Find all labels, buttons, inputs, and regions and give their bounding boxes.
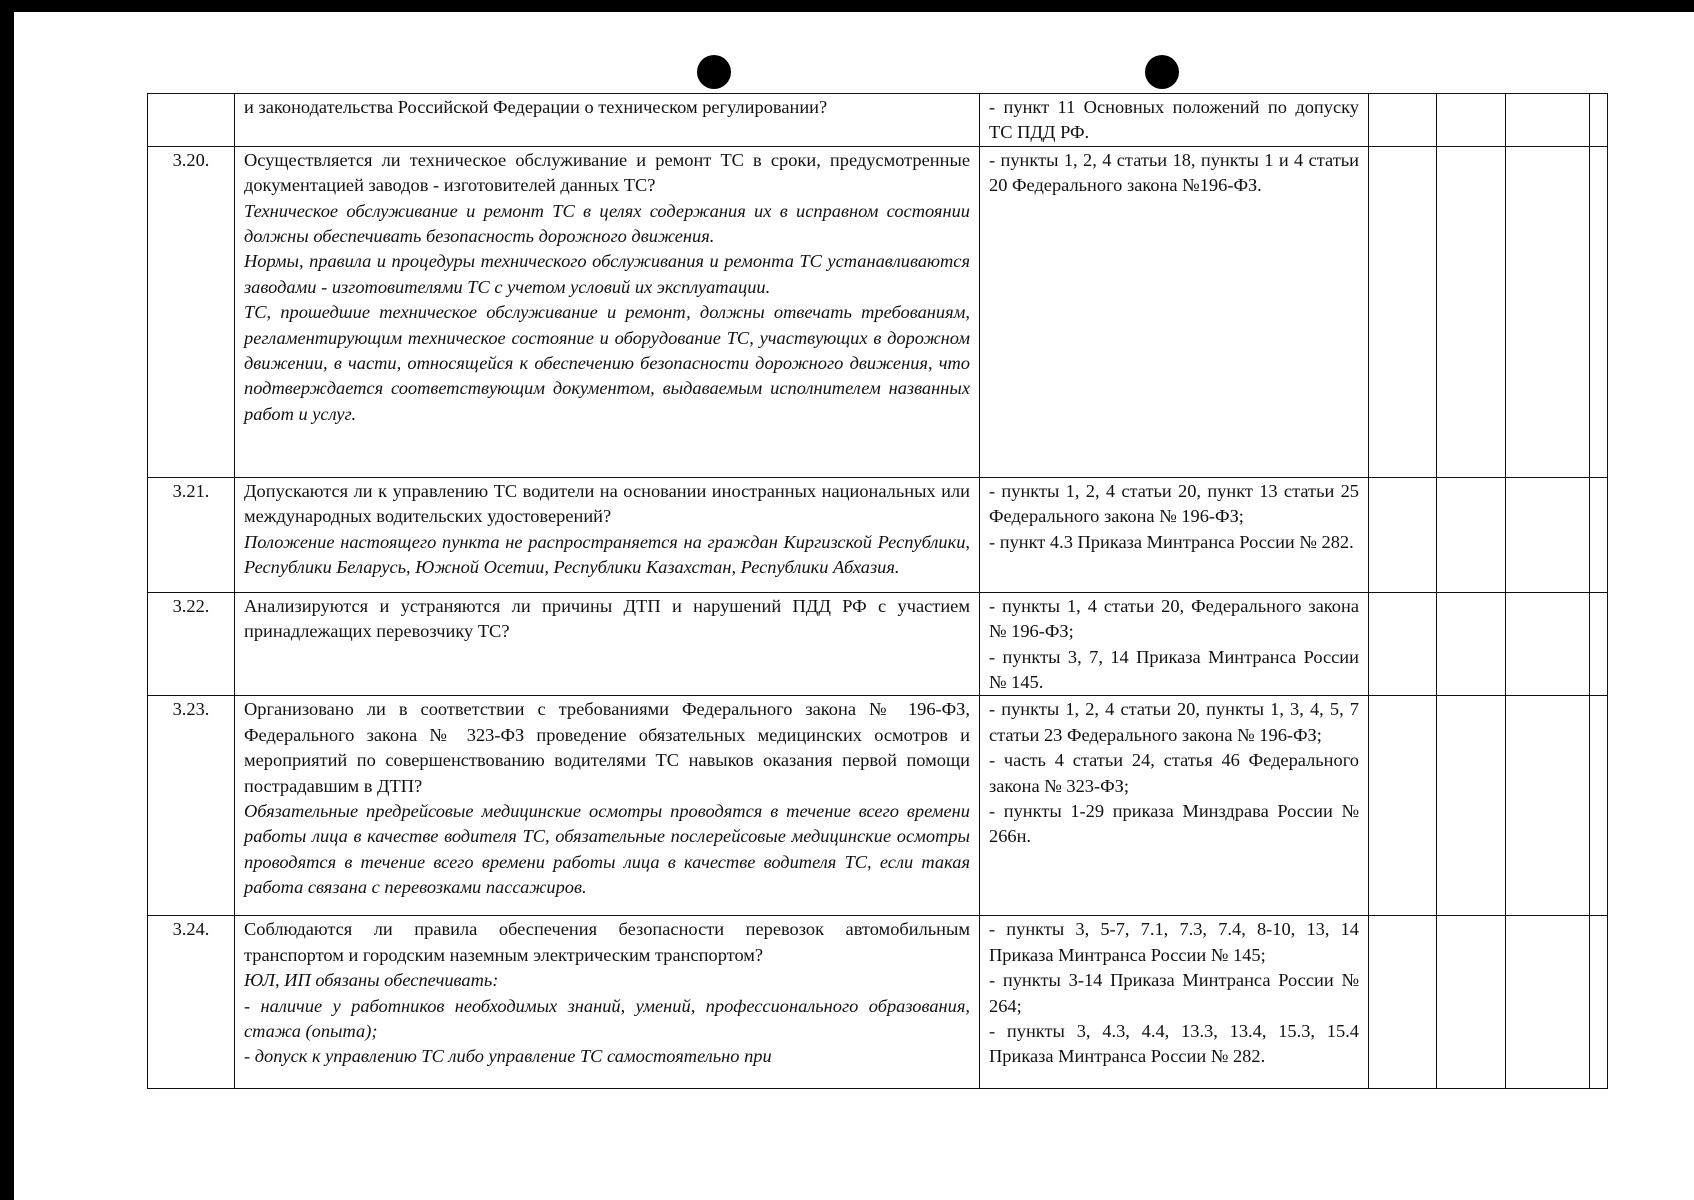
question-text: и законодательства Российской Федерации о техническом регулировании? (244, 97, 828, 117)
notes-cell (1590, 94, 1608, 147)
punch-hole (697, 55, 731, 89)
legal-reference: - пункт 4.3 Приказа Минтранса России № 282. (989, 531, 1354, 552)
scan-border-top (0, 0, 1694, 12)
answer-na-cell (1506, 696, 1590, 916)
item-number: 3.23. (148, 696, 235, 916)
answer-no-cell (1437, 477, 1506, 592)
answer-yes-cell (1369, 696, 1437, 916)
item-number: 3.20. (148, 146, 235, 477)
legal-reference: - пункты 3-14 Приказа Минтранса России № 264; (989, 970, 1359, 1016)
legal-reference: - пункты 1-29 приказа Минздрава России № 266н. (989, 801, 1359, 847)
notes-cell (1590, 696, 1608, 916)
legal-reference-cell (980, 696, 1369, 916)
legal-reference-cell (980, 146, 1369, 477)
legal-reference-cell (980, 916, 1369, 1089)
question-note: - наличие у работников необходимых знаний, умений, профессионального образования, стажа (опыта); (244, 995, 970, 1042)
notes-cell (1590, 916, 1608, 1089)
table-row (148, 94, 1608, 147)
table-row (148, 146, 1608, 477)
question-note: Техническое обслуживание и ремонт ТС в целях содержания их в исправном состоянии должны обеспечивать безопасность дорожного движения. (244, 200, 970, 247)
answer-na-cell (1506, 916, 1590, 1089)
item-number: 3.21. (148, 477, 235, 592)
question-note: ЮЛ, ИП обязаны обеспечивать: (244, 970, 499, 991)
checklist-rows (148, 94, 1608, 1089)
legal-reference: - пункты 1, 4 статьи 20, Федерального закона № 196-ФЗ; (989, 595, 1359, 642)
answer-yes-cell (1369, 592, 1437, 696)
answer-na-cell (1506, 146, 1590, 477)
question-text: Осуществляется ли техническое обслуживание и ремонт ТС в сроки, предусмотренные документацией заводов - изготовителей данных ТС? (244, 149, 970, 196)
notes-cell (1590, 477, 1608, 592)
question-note: Нормы, правила и процедуры технического обслуживания и ремонта ТС устанавливаются заводами - изготовителями ТС с учетом условий их эксплуатации. (244, 251, 970, 297)
answer-no-cell (1437, 592, 1506, 696)
legal-reference-cell (980, 592, 1369, 696)
question-text: Соблюдаются ли правила обеспечения безопасности перевозок автомобильным транспортом и городским наземным электрическим транспортом? (244, 919, 970, 965)
legal-reference: - пункты 1, 2, 4 статьи 20, пункты 1, 3, 4, 5, 7 статьи 23 Федерального закона № 196-ФЗ; (989, 699, 1359, 745)
answer-no-cell (1437, 94, 1506, 147)
question-cell (235, 916, 980, 1089)
table-row (148, 696, 1608, 916)
legal-reference: - пункты 3, 4.3, 4.4, 13.3, 13.4, 15.3, 15.4 Приказа Минтранса России № 282. (989, 1021, 1359, 1067)
question-cell (235, 146, 980, 477)
answer-na-cell (1506, 94, 1590, 147)
answer-no-cell (1437, 146, 1506, 477)
question-cell (235, 592, 980, 696)
legal-reference: - пункты 1, 2, 4 статьи 20, пункт 13 статьи 25 Федерального закона № 196-ФЗ; (989, 480, 1359, 527)
item-number: 3.22. (148, 592, 235, 696)
legal-reference: - пункты 1, 2, 4 статьи 18, пункты 1 и 4 статьи 20 Федерального закона №196-ФЗ. (989, 149, 1359, 196)
question-note: - допуск к управлению ТС либо управление ТС самостоятельно при (244, 1046, 772, 1067)
table-row (148, 916, 1608, 1089)
legal-reference: - пункты 3, 5-7, 7.1, 7.3, 7.4, 8-10, 13, 14 Приказа Минтранса России № 145; (989, 919, 1359, 965)
answer-no-cell (1437, 696, 1506, 916)
checklist-table (147, 93, 1608, 1089)
question-text: Анализируются и устраняются ли причины ДТП и нарушений ПДД РФ с участием принадлежащих перевозчику ТС? (244, 595, 970, 642)
legal-reference: - пункт 11 Основных положений по допуску ТС ПДД РФ. (989, 97, 1359, 143)
answer-yes-cell (1369, 477, 1437, 592)
scan-border-left (0, 0, 14, 1200)
answer-yes-cell (1369, 916, 1437, 1089)
answer-na-cell (1506, 592, 1590, 696)
answer-yes-cell (1369, 146, 1437, 477)
answer-na-cell (1506, 477, 1590, 592)
question-note: Положение настоящего пункта не распространяется на граждан Киргизской Республики, Республики Беларусь, Южной Осетии, Республики Казахстан, Республики Абхазия. (244, 531, 970, 578)
table-row (148, 592, 1608, 696)
legal-reference-cell (980, 477, 1369, 592)
table-row (148, 477, 1608, 592)
punch-hole (1145, 55, 1179, 89)
question-cell (235, 477, 980, 592)
item-number: 3.24. (148, 916, 235, 1089)
question-text: Допускаются ли к управлению ТС водители на основании иностранных национальных или международных водительских удостоверений? (244, 480, 970, 527)
question-cell (235, 696, 980, 916)
answer-yes-cell (1369, 94, 1437, 147)
notes-cell (1590, 592, 1608, 696)
item-number (148, 94, 235, 147)
legal-reference: - пункты 3, 7, 14 Приказа Минтранса России № 145. (989, 646, 1359, 693)
answer-no-cell (1437, 916, 1506, 1089)
notes-cell (1590, 146, 1608, 477)
question-cell (235, 94, 980, 147)
legal-reference-cell (980, 94, 1369, 147)
question-note: Обязательные предрейсовые медицинские осмотры проводятся в течение всего времени работы лица в качестве водителя ТС, обязательные послерейсовые медицинские осмотры проводятся в течение всего времени работы лица в качестве водителя ТС, если такая работа связана с перевозками пассажиров. (244, 801, 970, 898)
question-note: ТС, прошедшие техническое обслуживание и ремонт, должны отвечать требованиям, регламентирующим техническое состояние и оборудование ТС, участвующих в дорожном движении, в части, относящейся к обеспечению безопасности дорожного движения, что подтверждается соответствующим документом, выдаваемым исполнителем названных работ и услуг. (244, 302, 970, 424)
question-text: Организовано ли в соответствии с требованиями Федерального закона № 196-ФЗ, Федерального закона № 323-ФЗ проведение обязательных медицинских осмотров и мероприятий по совершенствованию водителями ТС навыков оказания первой помощи пострадавшим в ДТП? (244, 699, 970, 796)
legal-reference: - часть 4 статьи 24, статья 46 Федерального закона № 323-ФЗ; (989, 750, 1359, 796)
